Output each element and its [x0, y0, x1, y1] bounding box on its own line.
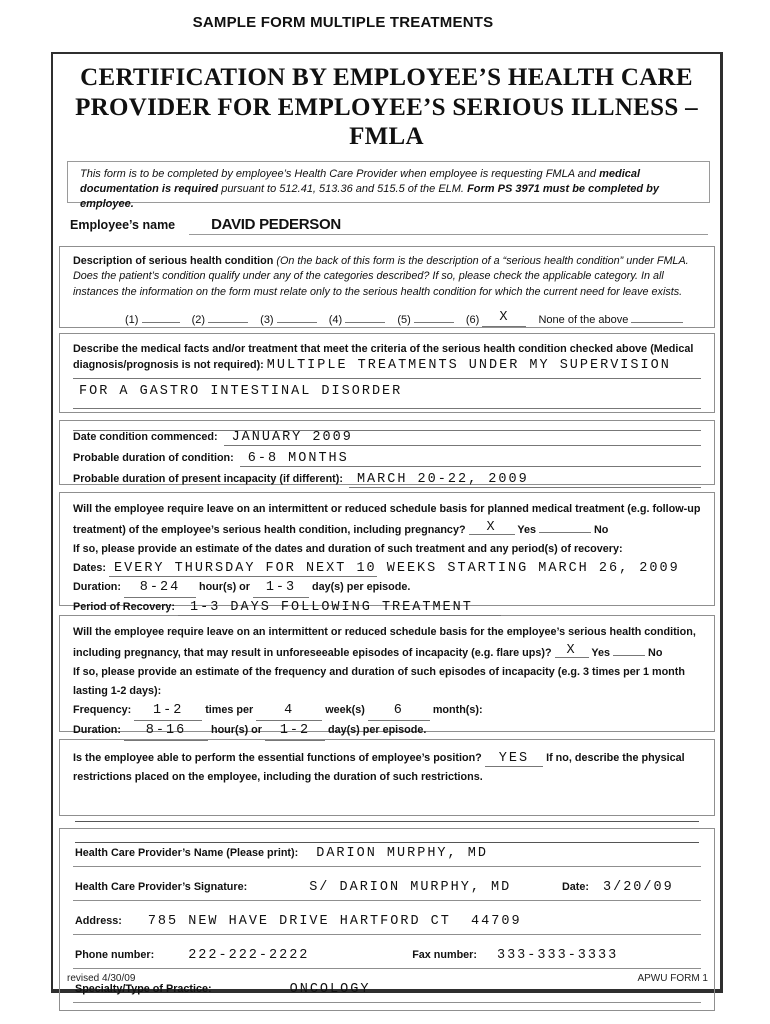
- frequency-field[interactable]: 1-2: [134, 701, 202, 721]
- option-5-label: (5): [397, 314, 411, 326]
- provider-phone-field[interactable]: 222-222-2222: [188, 947, 310, 963]
- months-label: month(s):: [432, 703, 483, 716]
- episodes-yes-blank[interactable]: [555, 644, 589, 658]
- present-incapacity-label: Probable duration of present incapacity (if different):: [73, 472, 343, 485]
- planned-duration-days-field[interactable]: 1-3: [253, 578, 309, 598]
- signature-date-field[interactable]: 3/20/09: [603, 879, 674, 895]
- condition-label: Description of serious health condition: [73, 254, 277, 267]
- page-header: SAMPLE FORM MULTIPLE TREATMENTS: [192, 14, 494, 31]
- planned-yes-text: Yes: [517, 523, 536, 536]
- episodes-hours-label: hour(s) or: [210, 723, 262, 736]
- provider-specialty-field[interactable]: ONCOLOGY: [289, 981, 371, 997]
- planned-no-text: No: [593, 523, 609, 536]
- provider-signature-field[interactable]: S/ DARION MURPHY, MD: [309, 879, 512, 895]
- option-2-blank[interactable]: [208, 309, 248, 323]
- provider-specialty-label: Specialty/Type of Practice:: [75, 982, 212, 995]
- duration-of-condition-label: Probable duration of condition:: [73, 451, 234, 464]
- essential-functions-box: [59, 739, 715, 816]
- provider-name-field[interactable]: DARION MURPHY, MD: [316, 845, 488, 861]
- duration-of-condition-field[interactable]: 6-8 MONTHS: [240, 451, 701, 467]
- planned-recovery-label: Period of Recovery:: [73, 600, 176, 613]
- planned-question: Will the employee require leave on an intermittent or reduced schedule basis for planned medical treatment (e.g. follow-up treatment) of the employee’s serious health condition, including pregnancy?: [73, 502, 701, 536]
- months-field[interactable]: 6: [368, 701, 430, 721]
- frequency-label: Frequency:: [73, 703, 132, 716]
- provider-phone-label: Phone number:: [75, 948, 155, 961]
- planned-days-label: day(s) per episode.: [311, 580, 411, 593]
- planned-duration-hours-field[interactable]: 8-24: [124, 578, 196, 598]
- medical-facts-label: Describe the medical facts and/or treatment that meet the criteria of the serious health condition checked above (Medical diagnosis/prognosis is not required):: [73, 342, 694, 371]
- episodes-frequency-row: [73, 701, 701, 721]
- episodes-no-blank[interactable]: [613, 642, 645, 656]
- intro-text: This form is to be completed by employee’s Health Care Provider when employee is requesting FMLA and: [80, 167, 600, 180]
- planned-dates-row: [73, 559, 701, 578]
- planned-estimate-label: If so, please provide an estimate of the dates and duration of such treatment and any period(s) of recovery:: [73, 542, 623, 555]
- planned-no-blank[interactable]: [539, 519, 591, 533]
- planned-dates-field-rest[interactable]: WEEKS STARTING MARCH 26, 2009: [376, 560, 680, 576]
- episodes-duration-days-field[interactable]: 1-2: [265, 721, 325, 741]
- duration-of-condition-row: [73, 451, 701, 472]
- episodes-no-text: No: [648, 646, 663, 659]
- form-title: [53, 54, 720, 152]
- dates-box: [59, 420, 715, 485]
- option-6-label: (6): [465, 314, 480, 326]
- episodes-estimate-label: If so, please provide an estimate of the frequency and duration of such episodes of incapacity (e.g. 3 times per 1 month lasting 1-2 days):: [73, 665, 685, 697]
- option-3-label: (3): [260, 314, 274, 326]
- provider-address-row: [73, 901, 701, 935]
- planned-recovery-field[interactable]: 1-3 DAYS FOLLOWING TREATMENT: [178, 600, 501, 616]
- episodes-days-label: day(s) per episode.: [327, 723, 427, 736]
- planned-hours-label: hour(s) or: [198, 580, 250, 593]
- form-title-line2: PROVIDER FOR EMPLOYEE’S SERIOUS ILLNESS – FMLA: [75, 93, 698, 150]
- medical-facts-value-line1[interactable]: MULTIPLE TREATMENTS UNDER MY SUPERVISION: [266, 357, 671, 373]
- date-commenced-row: [73, 430, 701, 451]
- provider-name-label: Health Care Provider’s Name (Please print):: [75, 846, 299, 859]
- planned-dates-field[interactable]: EVERY THURSDAY FOR NEXT 10: [109, 561, 377, 577]
- essential-answer-field[interactable]: YES: [485, 751, 543, 767]
- times-per-label: times per: [205, 703, 254, 716]
- option-5-blank[interactable]: [414, 309, 454, 323]
- option-4-label: (4): [328, 314, 343, 326]
- intro-text-bold1: medical documentation is required: [80, 167, 641, 195]
- weeks-field[interactable]: 4: [256, 701, 322, 721]
- planned-duration-row: [73, 578, 701, 598]
- employee-name-label: Employee’s name: [70, 217, 176, 232]
- episodes-duration-row: [73, 721, 701, 741]
- episodes-yes-text: Yes: [591, 646, 611, 659]
- planned-yes-blank[interactable]: [469, 521, 515, 535]
- episodes-duration-label: Duration:: [73, 723, 121, 736]
- footer-revision-text: revised 4/30/09: [67, 973, 136, 984]
- employee-name-row: [70, 216, 708, 239]
- present-incapacity-row: [73, 472, 701, 493]
- condition-options-row: [73, 309, 701, 329]
- intro-box: [67, 161, 710, 211]
- option-3-blank[interactable]: [277, 309, 317, 323]
- planned-yes-mark: X: [486, 519, 497, 535]
- medical-facts-box: [59, 333, 715, 413]
- provider-phone-fax-row: [73, 935, 701, 969]
- option-1-blank[interactable]: [142, 309, 180, 323]
- form-title-line1: CERTIFICATION BY EMPLOYEE’S HEALTH CARE: [80, 64, 693, 91]
- provider-address-field[interactable]: 785 NEW HAVE DRIVE HARTFORD CT 44709: [147, 913, 522, 929]
- episodes-duration-hours-field[interactable]: 8-16: [124, 721, 208, 741]
- none-of-the-above-blank[interactable]: [631, 309, 683, 323]
- essential-question-rest: If no, describe the physical restrictions placed on the employee, including the duration of such restrictions.: [73, 751, 685, 783]
- provider-address-label: Address:: [75, 914, 122, 927]
- form-sheet: [51, 52, 723, 997]
- footer-form-number: APWU FORM 1: [637, 973, 708, 984]
- none-of-the-above-label: None of the above: [538, 314, 629, 326]
- planned-treatment-box: [59, 492, 715, 615]
- employee-name-field[interactable]: DAVID PEDERSON: [189, 216, 708, 235]
- date-commenced-label: Date condition commenced:: [73, 430, 218, 443]
- essential-question: Is the employee able to perform the essential functions of employee’s position?: [73, 751, 485, 764]
- planned-duration-label: Duration:: [73, 580, 121, 593]
- planned-dates-label: Dates:: [73, 561, 107, 574]
- option-6-check-mark: X: [499, 310, 510, 325]
- provider-name-row: [73, 833, 701, 867]
- provider-signature-label: Health Care Provider’s Signature:: [75, 880, 248, 893]
- option-4-blank[interactable]: [345, 309, 385, 323]
- provider-signature-row: [73, 867, 701, 901]
- sheet-footer: [67, 973, 708, 984]
- date-commenced-field[interactable]: JANUARY 2009: [224, 430, 701, 446]
- option-1-label: (1): [125, 314, 139, 326]
- intro-text-bold2: Form PS 3971 must be completed by employee.: [80, 182, 660, 211]
- present-incapacity-field[interactable]: MARCH 20-22, 2009: [349, 472, 701, 488]
- medical-facts-value-line2[interactable]: FOR A GASTRO INTESTINAL DISORDER: [73, 379, 701, 409]
- signature-date-label: Date:: [562, 880, 589, 893]
- episodes-box: [59, 615, 715, 738]
- episodes-yes-mark: X: [566, 642, 577, 658]
- episodes-question: Will the employee require leave on an intermittent or reduced schedule basis for the employee’s serious health condition, including pregnancy, that may result in unforeseeable episodes of incapacity (e.g. flare ups)?: [73, 625, 696, 659]
- provider-fax-field[interactable]: 333-333-3333: [496, 947, 619, 963]
- provider-fax-label: Fax number:: [412, 948, 477, 961]
- condition-instructions: (On the back of this form is the description of a “serious health condition” under FMLA. Does the patient’s condition qualify under any of the categories described? If so, please check the applicable category. In all instances the information on the form must relate only to the serious health condition for which the current need for leave exists.: [73, 254, 689, 298]
- restrictions-blank-line1[interactable]: [75, 801, 699, 822]
- condition-box: [59, 246, 715, 328]
- option-2-label: (2): [191, 314, 206, 326]
- option-6-blank[interactable]: [482, 310, 526, 327]
- weeks-label: week(s): [325, 703, 365, 716]
- intro-text2: pursuant to 512.41, 513.36 and 515.5 of the ELM.: [218, 182, 468, 195]
